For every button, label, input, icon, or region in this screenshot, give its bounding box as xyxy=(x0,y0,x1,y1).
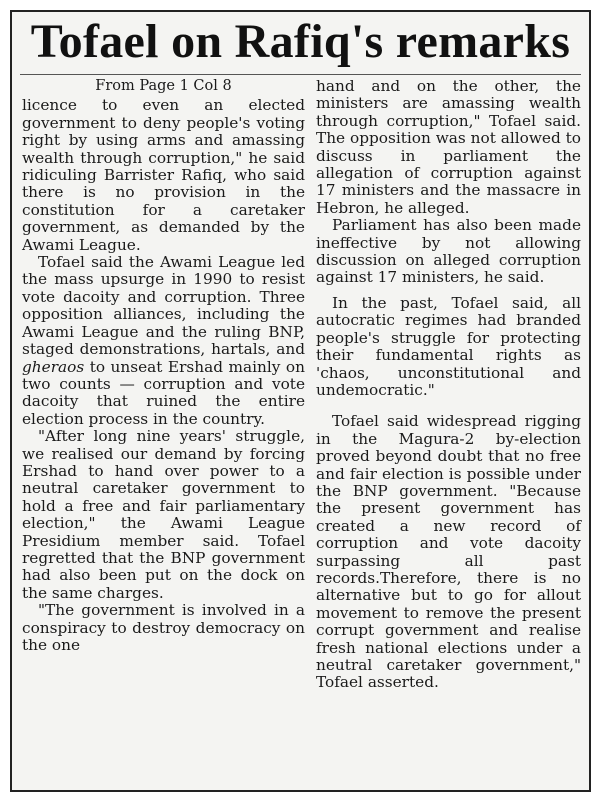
right-column xyxy=(316,78,581,692)
paragraph-3: "After long nine years' struggle, we realised our demand by forcing Ershad to hand over power to a neutral caretaker government to hold a free and fair parliamentary election," the Awami League Presidium member said. Tofael regretted that the BNP government had also been put on the dock on the same charges. xyxy=(22,427,305,602)
paragraph-2-text-b: to unseat Ershad mainly on two counts — corruption and vote dacoity that ruined the entire election process in the country. xyxy=(22,357,305,428)
paragraph-1: licence to even an elected government to deny people's voting right by using arms and amassing wealth through corruption," he said ridiculing Barrister Rafiq, who said there is no provision in the constitution for a caretaker government, as demanded by the Awami League. xyxy=(22,96,305,254)
jump-line: From Page 1 Col 8 xyxy=(95,78,232,94)
paragraph-4: "The government is involved in a conspiracy to destroy democracy on the one xyxy=(22,601,305,654)
paragraph-6: Parliament has also been made ineffective by not allowing discussion on alleged corruption against 17 ministers, he said. xyxy=(316,216,581,287)
headline: Tofael on Rafiq's remarks xyxy=(30,15,571,68)
left-column xyxy=(22,78,305,654)
paragraph-2 xyxy=(22,254,305,428)
paragraph-2-italic-term: gheraos xyxy=(22,357,85,376)
paragraph-5: hand and on the other, the ministers are amassing wealth through corruption," Tofael said. The opposition was not allowed to discuss in parliament the allegation of corruption against 17 ministers and the massacre in Hebron, he alleged. xyxy=(316,77,581,217)
newspaper-clipping xyxy=(10,10,591,792)
paragraph-8: Tofael said widespread rigging in the Magura-2 by-election proved beyond doubt that no free and fair election is possible under the BNP government. "Because the present government has created a new record of corruption and vote dacoity surpassing all past records.Therefore, there is no alternative but to go for allout movement to remove the present corrupt government and realise fresh national elections under a neutral caretaker government," Tofael asserted. xyxy=(316,412,581,692)
headline-rule xyxy=(20,74,581,75)
paragraph-2-text-a: Tofael said the Awami League led the mass upsurge in 1990 to resist vote dacoity and corruption. Three opposition alliances, including the Awami League and the ruling BNP, staged demonstrations, hartals, and xyxy=(22,253,305,359)
paragraph-7: In the past, Tofael said, all autocratic regimes had branded people's struggle for protecting their fundamental rights as 'chaos, unconstitutional and undemocratic." xyxy=(316,293,581,399)
